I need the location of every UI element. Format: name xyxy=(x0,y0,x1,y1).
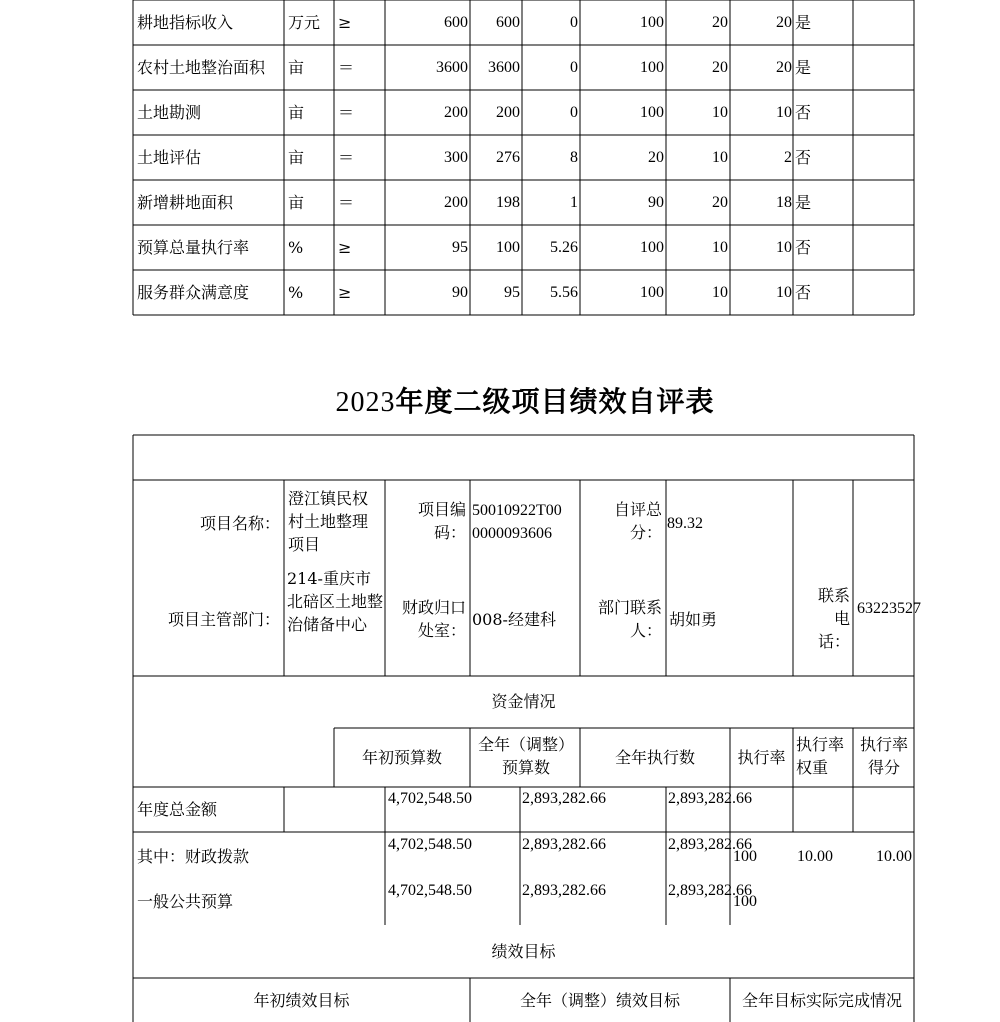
funds-header-rate-weight: 执行率权重 xyxy=(796,735,845,777)
indicator-name: 土地评估 xyxy=(137,148,202,167)
funds-row-label: 其中：财政拨款 xyxy=(137,847,250,866)
indicator-weight: 20 xyxy=(712,14,728,31)
funds-executed: 2,893,282.66 xyxy=(668,882,752,899)
indicator-score: 10 xyxy=(776,104,792,121)
indicator-actual: 198 xyxy=(496,194,520,211)
indicator-score: 18 xyxy=(776,194,792,211)
indicator-op: ＝ xyxy=(338,58,355,77)
indicator-target: 90 xyxy=(452,284,468,301)
dept-label: 项目主管部门： xyxy=(167,610,280,629)
office-value: 008-经建科 xyxy=(472,610,556,629)
indicator-weight: 10 xyxy=(712,104,728,121)
phone-value: 63223527 xyxy=(857,600,921,617)
indicator-met: 否 xyxy=(795,103,812,122)
project-code-label: 项目编码： xyxy=(417,500,466,542)
indicator-met: 是 xyxy=(795,13,812,32)
funds-executed: 2,893,282.66 xyxy=(668,790,752,807)
targets-actual-header: 全年目标实际完成情况 xyxy=(741,991,902,1010)
indicator-actual: 600 xyxy=(496,14,520,31)
funds-header-rate-score: 执行率得分 xyxy=(859,735,908,777)
targets-initial-header: 年初绩效目标 xyxy=(253,991,350,1010)
indicator-weight: 10 xyxy=(712,239,728,256)
indicator-target: 200 xyxy=(444,194,468,211)
indicator-name: 土地勘测 xyxy=(137,103,202,122)
indicator-name: 预算总量执行率 xyxy=(137,238,250,257)
indicator-target: 600 xyxy=(444,14,468,31)
indicator-name: 耕地指标收入 xyxy=(137,13,234,32)
indicator-deviation: 5.26 xyxy=(550,239,578,256)
indicator-deviation: 0 xyxy=(570,14,578,31)
indicator-score: 2 xyxy=(784,149,792,166)
indicator-actual: 276 xyxy=(496,149,520,166)
indicator-op: ＝ xyxy=(338,193,355,212)
indicator-name: 服务群众满意度 xyxy=(137,283,250,302)
funds-rate: 100 xyxy=(733,893,757,910)
indicator-unit: 亩 xyxy=(288,103,305,122)
indicator-deviation: 5.56 xyxy=(550,284,578,301)
contact-value: 胡如勇 xyxy=(669,610,718,629)
indicator-name: 农村土地整治面积 xyxy=(137,58,266,77)
funds-rate: 100 xyxy=(733,848,757,865)
indicator-weight: 10 xyxy=(712,284,728,301)
funds-adjusted: 2,893,282.66 xyxy=(522,836,606,853)
indicator-score: 20 xyxy=(776,14,792,31)
funds-header-adjusted: 全年（调整）预算数 xyxy=(478,735,575,777)
dept-value: 214-重庆市北碚区土地整治储备中心 xyxy=(287,569,384,634)
indicator-score: 10 xyxy=(776,284,792,301)
indicator-ratio: 20 xyxy=(648,149,664,166)
indicator-ratio: 90 xyxy=(648,194,664,211)
indicator-ratio: 100 xyxy=(640,14,664,31)
funds-title: 资金情况 xyxy=(491,692,556,711)
funds-initial: 4,702,548.50 xyxy=(388,836,472,853)
funds-initial: 4,702,548.50 xyxy=(388,882,472,899)
funds-header-initial: 年初预算数 xyxy=(361,748,442,767)
project-name-value: 澄江镇民权村土地整理项目 xyxy=(288,489,369,554)
indicator-met: 否 xyxy=(795,238,812,257)
contact-label: 部门联系人： xyxy=(597,598,662,640)
indicator-op: ≥ xyxy=(338,283,352,302)
targets-adjusted-header: 全年（调整）绩效目标 xyxy=(519,991,680,1010)
funds-adjusted: 2,893,282.66 xyxy=(522,790,606,807)
indicator-op: ≥ xyxy=(338,238,352,257)
office-label: 财政归口处室： xyxy=(401,598,466,640)
indicator-deviation: 0 xyxy=(570,104,578,121)
project-name-label: 项目名称： xyxy=(199,514,280,533)
indicator-actual: 3600 xyxy=(488,59,520,76)
indicator-deviation: 8 xyxy=(570,149,578,166)
indicator-target: 95 xyxy=(452,239,468,256)
indicator-deviation: 1 xyxy=(570,194,578,211)
indicator-weight: 20 xyxy=(712,194,728,211)
indicator-unit: 亩 xyxy=(288,148,305,167)
project-code-line2: 0000093606 xyxy=(472,525,552,542)
indicator-score: 10 xyxy=(776,239,792,256)
indicator-unit: % xyxy=(288,283,304,302)
indicator-unit: 亩 xyxy=(288,193,305,212)
indicator-met: 否 xyxy=(795,148,812,167)
indicator-target: 3600 xyxy=(436,59,468,76)
indicator-weight: 20 xyxy=(712,59,728,76)
funds-adjusted: 2,893,282.66 xyxy=(522,882,606,899)
indicator-op: ＝ xyxy=(338,103,355,122)
indicator-name: 新增耕地面积 xyxy=(137,193,234,212)
funds-initial: 4,702,548.50 xyxy=(388,790,472,807)
indicator-weight: 10 xyxy=(712,149,728,166)
indicator-actual: 95 xyxy=(504,284,520,301)
indicator-score: 20 xyxy=(776,59,792,76)
self-score-label: 自评总分： xyxy=(613,500,662,542)
indicator-met: 是 xyxy=(795,58,812,77)
funds-row-label: 一般公共预算 xyxy=(137,892,234,911)
indicator-ratio: 100 xyxy=(640,284,664,301)
indicator-target: 300 xyxy=(444,149,468,166)
indicator-met: 是 xyxy=(795,193,812,212)
funds-header-executed: 全年执行数 xyxy=(614,748,695,767)
self-score-value: 89.32 xyxy=(667,515,703,532)
indicator-ratio: 100 xyxy=(640,239,664,256)
funds-header-rate: 执行率 xyxy=(737,748,786,767)
funds-executed: 2,893,282.66 xyxy=(668,836,752,853)
indicator-actual: 100 xyxy=(496,239,520,256)
indicator-op: ≥ xyxy=(338,13,352,32)
indicator-op: ＝ xyxy=(338,148,355,167)
indicator-unit: % xyxy=(288,238,304,257)
funds-rate-score: 10.00 xyxy=(876,848,912,865)
title-year: 2023 xyxy=(335,387,396,418)
indicator-ratio: 100 xyxy=(640,104,664,121)
phone-label: 联系电话： xyxy=(817,586,850,651)
indicator-deviation: 0 xyxy=(570,59,578,76)
project-code-line1: 50010922T00 xyxy=(472,502,562,519)
indicator-unit: 万元 xyxy=(288,13,321,32)
indicator-target: 200 xyxy=(444,104,468,121)
title-text: 年度二级项目绩效自评表 xyxy=(395,387,715,418)
indicator-met: 否 xyxy=(795,283,812,302)
funds-rate-weight: 10.00 xyxy=(797,848,833,865)
targets-title: 绩效目标 xyxy=(491,942,556,961)
page-title xyxy=(0,380,1000,420)
funds-row-label: 年度总金额 xyxy=(137,800,218,819)
indicator-actual: 200 xyxy=(496,104,520,121)
indicator-ratio: 100 xyxy=(640,59,664,76)
indicator-unit: 亩 xyxy=(288,58,305,77)
